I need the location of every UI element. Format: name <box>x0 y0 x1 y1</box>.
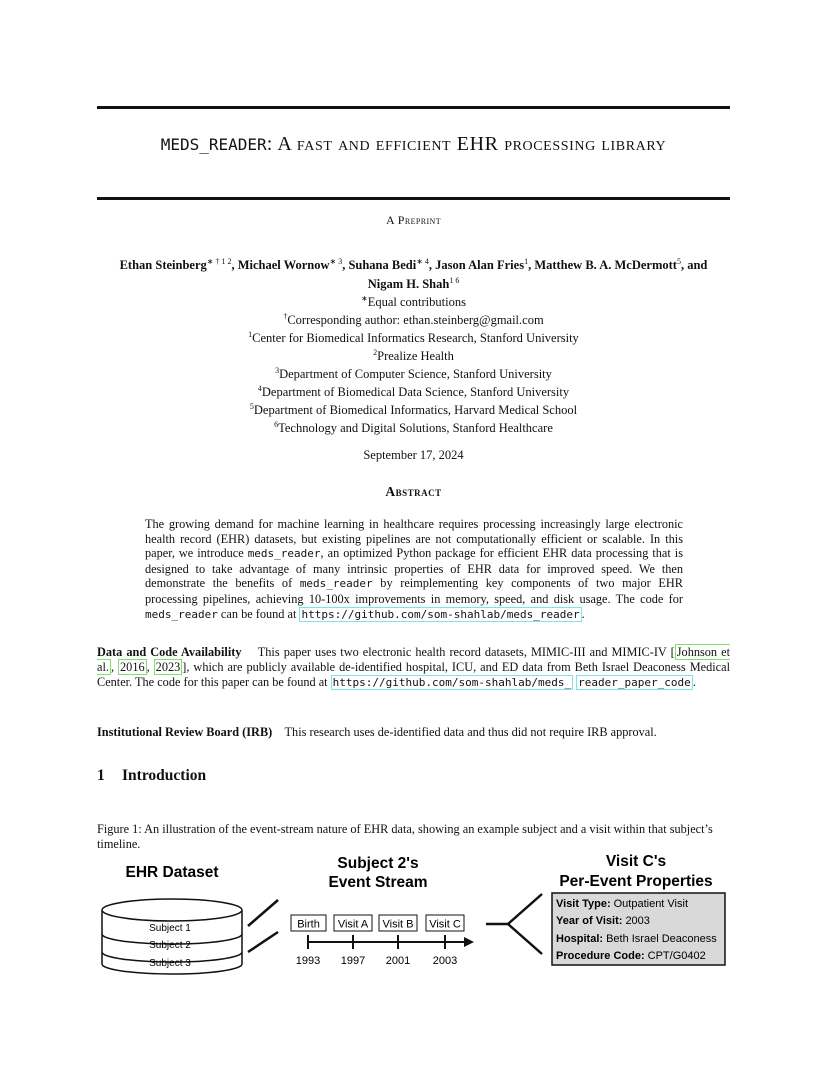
data-availability-heading: Data and Code Availability <box>97 645 242 659</box>
property-value: Outpatient Visit <box>613 898 689 910</box>
section-number: 1 <box>97 767 105 784</box>
citation-link[interactable]: Johnson et al. <box>97 645 731 674</box>
affiliation <box>97 364 730 382</box>
title-code: MEDS_READER <box>160 135 267 154</box>
zoom-line <box>508 924 542 954</box>
affiliation <box>97 418 730 436</box>
affiliation-text: Equal contributions <box>367 295 466 310</box>
author-marks: ∗ 4 <box>416 257 429 266</box>
author-list: Ethan Steinberg$^{∗ \dagger 1 2}$, Michael Wornow$^{∗ 3}$, Suhana Bedi$^{∗ 4}$, Jason Alan Fries$^1$, Matthew B. A. McDermott$^5$, and Nigam H. Shah$^{1 6}$ ∗Equal contributions †Corresponding author: ethan.steinberg@gmail.com $^1$Center for Biomedical Informatics Research, Stanford University $^2$Prealize Health $^3$Department of Computer Science, Stanford University $^4$Department of Biomedical Data Science, Stanford University $^5$Department of Biomedical Informatics, Harvard Medical School $^6$Technology and Digital Solutions, Stanford Healthcare <box>97 254 730 436</box>
irb-paragraph <box>97 725 730 740</box>
abstract-text: . <box>581 606 585 621</box>
property-key: Hospital: <box>556 933 604 945</box>
section-heading <box>97 767 206 785</box>
author: Nigam H. Shah <box>367 277 450 292</box>
subject-label: Subject 2 <box>149 940 191 951</box>
affiliation-text: Prealize Health <box>377 349 454 364</box>
figure-1 <box>90 846 740 976</box>
author: Jason Alan Fries <box>435 258 525 273</box>
affiliation-text: Corresponding author: ethan.steinberg@gmail.com <box>287 313 544 328</box>
property-value: Beth Israel Deaconess <box>606 933 717 945</box>
property-row <box>556 915 650 927</box>
property-value: CPT/G0402 <box>647 950 706 962</box>
property-key: Year of Visit: <box>556 915 623 927</box>
irb-heading: Institutional Review Board (IRB) <box>97 725 273 739</box>
paragraph-text: This paper uses two electronic health record datasets, MIMIC-III and MIMIC-IV <box>257 645 671 659</box>
citation-bracket: [ <box>670 645 675 659</box>
property-value: 2003 <box>625 915 650 927</box>
affiliation-mark: † <box>283 312 288 322</box>
author-marks: ∗ † 1 2 <box>206 257 232 266</box>
timeline-year: 1993 <box>295 955 321 967</box>
affiliation-mark: 6 <box>274 419 279 429</box>
zoom-line <box>248 932 278 952</box>
paragraph-text: . <box>692 675 696 689</box>
citation-separator: , <box>146 660 154 674</box>
title-rule-bottom <box>97 197 730 200</box>
zoom-line <box>508 894 542 924</box>
timeline-year: 2001 <box>385 955 411 967</box>
citation-separator: , <box>110 660 119 674</box>
title-rule-top <box>97 106 730 109</box>
affiliation <box>97 382 730 400</box>
author-marks: 1 6 <box>449 276 460 286</box>
paper-code-link[interactable]: https://github.com/som-shahlab/meds_ <box>332 676 572 689</box>
paragraph-text: , which are publicly available de-identified hospital, ICU, and ED data from Beth Israel Deaconess Medical Center. The code for this paper can be found at <box>97 660 730 689</box>
abstract-code: meds_reader <box>299 577 373 591</box>
affiliation-mark: 2 <box>373 348 378 358</box>
affiliation-text: Department of Biomedical Informatics, Harvard Medical School <box>253 403 578 418</box>
figure-caption: Figure 1: An illustration of the event-stream nature of EHR data, showing an example subject and a visit within that subject’s timeline. <box>97 822 713 851</box>
property-key: Visit Type: <box>556 898 611 910</box>
event-label: Birth <box>297 918 320 931</box>
citation-link[interactable]: 2016 <box>120 660 145 674</box>
abstract-code: meds_reader <box>247 547 321 561</box>
property-row <box>556 950 706 962</box>
author-marks: ∗ 3 <box>329 257 343 266</box>
affiliation-mark: 1 <box>248 330 253 340</box>
abstract-heading: Abstract <box>385 484 442 499</box>
affiliation <box>97 292 730 310</box>
citation-link[interactable]: 2023 <box>155 660 181 674</box>
timeline-year: 2003 <box>432 955 458 967</box>
author: Matthew B. A. McDermott <box>534 258 677 273</box>
affiliation <box>97 400 730 418</box>
abstract-code-link[interactable]: https://github.com/som-shahlab/meds_reader <box>301 607 580 621</box>
author: Michael Wornow <box>237 258 330 273</box>
abstract-text: The growing demand for machine learning in healthcare requires processing increasingly large electronic health record (EHR) datasets, but existing pipelines are not computationally efficient or scalable. In this paper, we introduce <box>145 517 683 561</box>
author: Ethan Steinberg <box>119 258 207 273</box>
abstract-text: by reimplementing key components of two major EHR processing pipelines, achieving 10-100x improvements in memory, speed, and disk usage. The code for <box>145 576 683 606</box>
author-marks: 1 <box>524 257 529 266</box>
author-marks: 5 <box>676 257 681 266</box>
stream-title: Subject 2's <box>337 855 419 872</box>
stream-title: Event Stream <box>328 874 428 891</box>
affiliation-mark: 3 <box>275 366 280 376</box>
affiliation-text: Department of Computer Science, Stanford University <box>279 367 552 382</box>
paragraph-text: This research uses de-identified data and thus did not require IRB approval. <box>284 725 657 739</box>
subject-label: Subject 3 <box>149 958 191 969</box>
author: Suhana Bedi <box>348 258 417 273</box>
abstract-code: meds_reader <box>145 607 218 621</box>
property-row <box>556 933 717 945</box>
event-label: Visit A <box>337 918 369 931</box>
data-availability-paragraph <box>97 645 730 690</box>
affiliation-list <box>97 292 730 436</box>
affiliation <box>97 328 730 346</box>
affiliation-mark: 5 <box>249 402 254 412</box>
abstract-text: can be found at <box>217 606 300 621</box>
timeline-year: 1997 <box>340 955 366 967</box>
section-title: Introduction <box>122 767 207 784</box>
event-label: Visit B <box>382 918 414 931</box>
abstract-text: , an optimized Python package for efficient EHR data processing that is designed to take advantage of many intrinsic properties of EHR data for improved speed. We then demonstrate the benefits of <box>145 546 683 591</box>
paper-code-link[interactable]: reader_paper_code <box>578 676 691 689</box>
event-label: Visit C <box>429 918 461 931</box>
citation-bracket: ] <box>182 660 187 674</box>
affiliation <box>97 310 730 328</box>
publication-date: September 17, 2024 <box>363 448 464 462</box>
dataset-title: EHR Dataset <box>125 864 219 881</box>
subject-label: Subject 1 <box>149 923 191 934</box>
affiliation-mark: ∗ <box>361 294 368 304</box>
affiliation <box>97 346 730 364</box>
timeline-arrowhead <box>464 937 474 947</box>
property-row <box>556 898 688 910</box>
preprint-label: A Preprint <box>385 213 441 227</box>
properties-title: Per-Event Properties <box>559 873 713 890</box>
zoom-line <box>248 900 278 926</box>
affiliation-text: Center for Biomedical Informatics Research, Stanford University <box>252 331 579 346</box>
affiliation-text: Technology and Digital Solutions, Stanford Healthcare <box>278 421 553 436</box>
properties-title: Visit C's <box>605 853 667 870</box>
paper-title <box>97 130 730 159</box>
title-text: : A fast and efficient EHR processing library <box>266 133 667 155</box>
abstract-body <box>145 517 683 622</box>
authors-conjunction: and <box>687 258 708 273</box>
affiliation-text: Department of Biomedical Data Science, Stanford University <box>261 385 570 400</box>
property-key: Procedure Code: <box>556 950 645 962</box>
affiliation-mark: 4 <box>257 384 262 394</box>
